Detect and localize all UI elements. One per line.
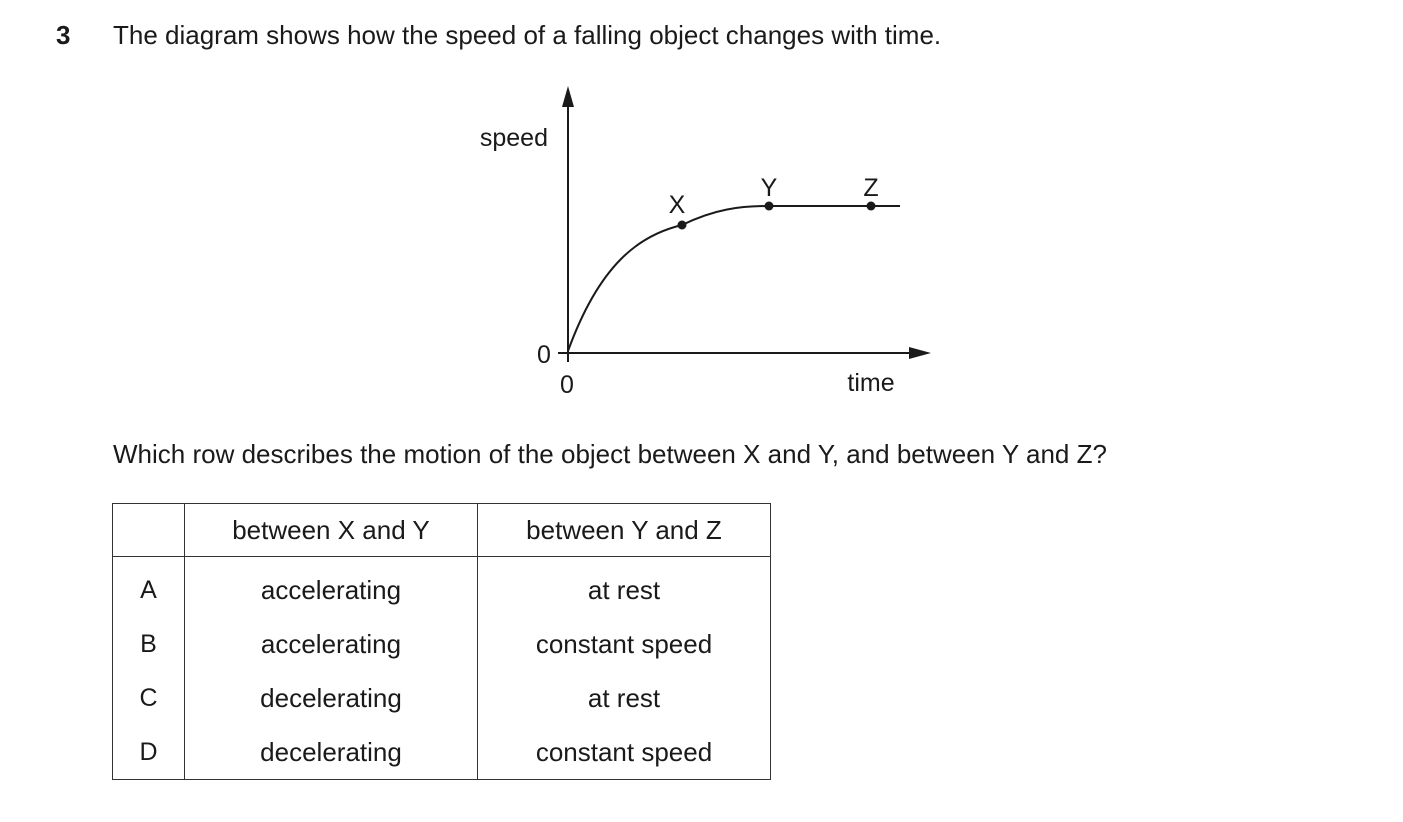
speed-curve	[568, 206, 900, 351]
point-y-marker	[765, 202, 774, 211]
question-number: 3	[56, 20, 71, 50]
point-x-marker	[678, 221, 687, 230]
option-letter: A	[113, 557, 185, 618]
table-row[interactable]	[113, 671, 771, 725]
option-xy: decelerating	[185, 671, 478, 725]
x-axis-arrowhead	[909, 347, 931, 359]
y-origin-label: 0	[537, 341, 551, 369]
point-z-label: Z	[863, 174, 879, 202]
option-yz: constant speed	[478, 617, 771, 671]
question-prompt: Which row describes the motion of the object between X and Y, and between Y and Z?	[113, 439, 1107, 469]
table-row[interactable]	[113, 617, 771, 671]
option-yz: constant speed	[478, 725, 771, 780]
answer-table	[112, 503, 771, 780]
option-yz: at rest	[478, 671, 771, 725]
table-header-row	[113, 504, 771, 557]
point-y-label: Y	[760, 174, 778, 202]
header-between-x-and-y: between X and Y	[185, 504, 478, 557]
option-xy: accelerating	[185, 557, 478, 618]
table-row[interactable]	[113, 725, 771, 780]
header-between-y-and-z: between Y and Z	[478, 504, 771, 557]
option-xy: accelerating	[185, 617, 478, 671]
table-row[interactable]	[113, 557, 771, 618]
x-axis-label: time	[847, 369, 895, 397]
x-origin-label: 0	[560, 371, 574, 399]
question-stem: The diagram shows how the speed of a falling object changes with time.	[113, 20, 942, 50]
header-letter	[113, 504, 185, 557]
option-letter: B	[113, 617, 185, 671]
option-xy: decelerating	[185, 725, 478, 780]
y-axis-label: speed	[479, 124, 548, 152]
option-letter: D	[113, 725, 185, 780]
option-yz: at rest	[478, 557, 771, 618]
y-axis-arrowhead	[562, 86, 574, 107]
point-z-marker	[867, 202, 876, 211]
point-x-label: X	[668, 191, 686, 219]
option-letter: C	[113, 671, 185, 725]
